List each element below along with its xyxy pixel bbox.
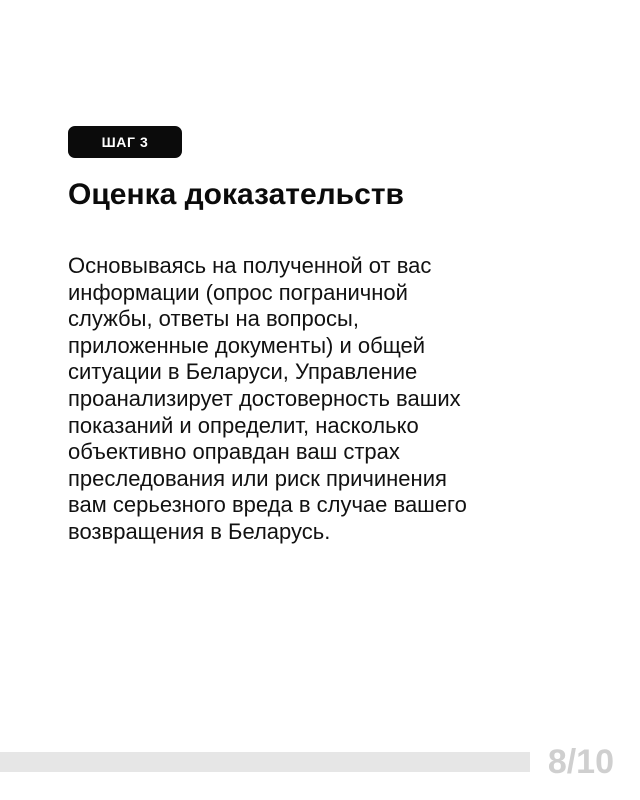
body-line: вам серьезного вреда в случае вашего [68,492,467,518]
body-line: преследования или риск причинения [68,465,447,491]
progress-bar-fill [0,752,424,772]
page-title: Оценка доказательств [68,178,404,211]
body-text [68,253,558,546]
page-counter: 8/10 [547,743,614,781]
body-line: Основываясь на полученной от вас [68,253,432,278]
body-line: проанализирует достоверность ваших [68,385,461,411]
body-line: возвращения в Беларусь. [68,518,331,544]
step-badge-label: ШАГ 3 [101,134,149,150]
body-line: ситуации в Беларуси, Управление [68,359,418,385]
body-line: службы, ответы на вопросы, [68,306,359,332]
body-line: показаний и определит, насколько [68,412,419,438]
body-line: информации (опрос пограничной [68,279,408,305]
step-badge [68,126,182,158]
progress-bar [0,752,530,772]
body-line: объективно оправдан ваш страх [68,439,400,465]
body-line: приложенные документы) и общей [68,332,426,358]
